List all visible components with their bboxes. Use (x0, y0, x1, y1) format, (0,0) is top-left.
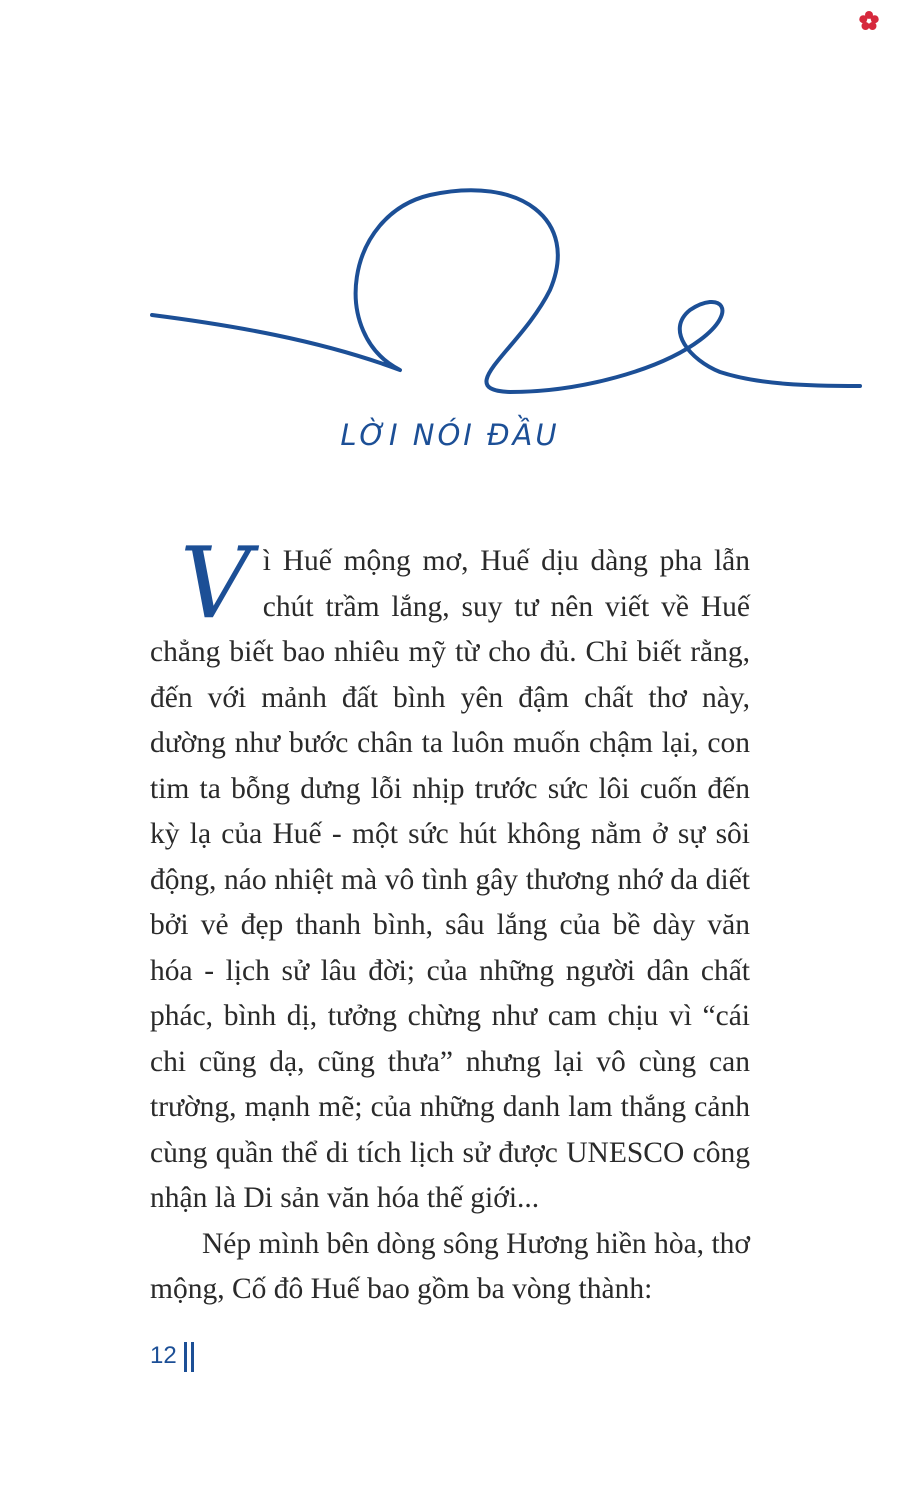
double-bar-icon (182, 1342, 196, 1372)
body-text (150, 527, 750, 1313)
paragraph-1 (150, 527, 750, 1222)
drop-cap: V (180, 527, 251, 641)
flourish-swirl-icon (0, 0, 900, 420)
chapter-title: LỜI NÓI ĐẦU (340, 418, 560, 452)
page-number: 12 (150, 1342, 177, 1369)
paragraph-2: Nép mình bên dòng sông Hương hiền hòa, thơ mộng, Cố đô Huế bao gồm ba vòng thành: (150, 1227, 750, 1305)
paragraph-1-text: ì Huế mộng mơ, Huế dịu dàng pha lẫn chút trầm lắng, suy tư nên viết về Huế chẳng biết bao nhiêu mỹ từ cho đủ. Chỉ biết rằng, đến với mảnh đất bình yên đậm chất thơ này, dường như bước chân ta luôn muốn chậm lại, con tim ta bỗng dưng lỗi nhịp trước sức lôi cuốn đến kỳ lạ của Huế - một sức hút không nằm ở sự sôi động, náo nhiệt mà vô tình gây thương nhớ da diết bởi vẻ đẹp thanh bình, sâu lắng của bề dày văn hóa - lịch sử lâu đời; của những người dân chất phác, bình dị, tưởng chừng như cam chịu vì “cái chi cũng dạ, cũng thưa” nhưng lại vô cùng can trường, mạnh mẽ; của những danh lam thắng cảnh cùng quần thể di tích lịch sử được UNESCO công nhận là Di sản văn hóa thế giới... (150, 545, 750, 1214)
